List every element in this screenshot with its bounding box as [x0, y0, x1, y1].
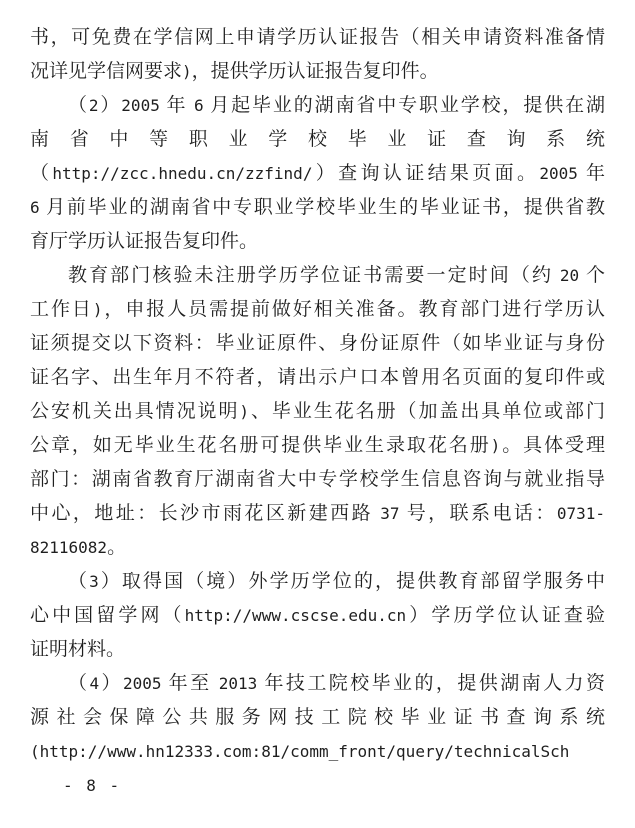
page-number: - 8 -	[63, 776, 122, 795]
latin-text: 6	[193, 96, 204, 115]
cjk-text: 月前毕业的湖南省中专职业学校毕业生的毕业证书，提供省教	[39, 197, 605, 218]
latin-text: 2013	[218, 674, 258, 693]
cjk-text: 教育部门核验未注册学历学位证书需要一定时间（约	[68, 265, 560, 286]
cjk-text: 。	[107, 537, 127, 558]
latin-text: 3	[89, 572, 99, 591]
text-line	[30, 123, 605, 157]
cjk-text: 证名字、出生年月不符者，请出示户口本曾用名页面的复印件或	[30, 367, 605, 388]
latin-text: 82116082	[30, 538, 108, 557]
cjk-text: ，申报人员需提前做好相关准备。教育部门进行学历认	[102, 299, 605, 320]
text-line	[30, 531, 605, 565]
cjk-text: ）	[99, 673, 123, 694]
cjk-text: 、毕业生花名册（加盖出具单位或部门	[249, 401, 605, 422]
text-line	[30, 191, 605, 225]
text-line	[30, 225, 605, 259]
text-line	[30, 55, 605, 89]
text-line	[30, 327, 605, 361]
cjk-text: 。具体受理	[500, 435, 605, 456]
cjk-text: 月起毕业的湖南省中专职业学校，提供在湖	[203, 95, 605, 116]
latin-text: )	[490, 436, 501, 455]
cjk-text: 号，联系电话：	[399, 503, 557, 524]
latin-text: 4	[89, 674, 100, 693]
cjk-text: 育厅学历认证报告复印件。	[30, 231, 259, 252]
text-line	[30, 89, 605, 123]
cjk-text: 年技工院校毕业的，提供湖南人力资	[257, 673, 605, 694]
text-line	[30, 395, 605, 429]
text-line	[30, 21, 605, 55]
text-line	[30, 497, 605, 531]
cjk-text: 年	[577, 163, 605, 184]
url-text: http://zcc.hnedu.cn/zzfind/	[52, 164, 313, 183]
cjk-text: 况详见学信网要求	[30, 61, 183, 82]
cjk-text: 心中国留学网（	[30, 605, 185, 626]
cjk-text: 中心，地址：长沙市雨花区新建西路	[30, 503, 381, 524]
latin-text: 2	[88, 96, 99, 115]
text-line	[30, 633, 605, 667]
cjk-text: 个	[579, 265, 605, 286]
text-line	[30, 701, 605, 735]
latin-text: 37	[380, 504, 400, 523]
cjk-text: ）学历学位认证查验	[406, 605, 605, 626]
text-line	[30, 259, 605, 293]
text-line	[30, 565, 605, 599]
cjk-text: （	[68, 571, 90, 592]
text-line	[30, 599, 605, 633]
cjk-text: 部门：湖南省教育厅湖南省大中专学校学生信息咨询与就业指导	[30, 469, 605, 490]
cjk-text: 公安机关出具情况说明	[30, 401, 240, 422]
cjk-text: ）取得国（境）外学历学位的，提供教育部留学服务中	[98, 571, 605, 592]
latin-text: 2005	[121, 96, 160, 115]
cjk-text: 工作日	[30, 299, 93, 320]
text-line	[30, 429, 605, 463]
cjk-text: （	[30, 163, 53, 184]
latin-text: )	[239, 402, 250, 421]
text-line	[30, 463, 605, 497]
latin-text: 6	[30, 198, 40, 217]
latin-text: 20	[559, 266, 580, 285]
latin-text: 2005	[539, 164, 578, 183]
latin-text: )	[182, 62, 192, 81]
cjk-text: ）	[98, 95, 122, 116]
text-line	[30, 157, 605, 191]
cjk-text: 书，可免费在学信网上申请学历认证报告（相关申请资料准备情	[30, 27, 605, 48]
cjk-text: ）查询认证结果页面。	[312, 163, 540, 184]
cjk-text: 证须提交以下资料：毕业证原件、身份证原件（如毕业证与身份	[30, 333, 605, 354]
text-line	[30, 735, 605, 769]
document-body	[30, 21, 605, 769]
cjk-text: （	[68, 673, 90, 694]
url-text: http://www.cscse.edu.cn	[184, 606, 407, 625]
latin-text: )	[92, 300, 103, 319]
text-line	[30, 361, 605, 395]
text-line	[30, 293, 605, 327]
cjk-text: 南省中等职业学校毕业证查询系统	[30, 129, 605, 150]
latin-text: 2005	[122, 674, 162, 693]
cjk-text: 证明材料。	[30, 639, 126, 660]
url-text: (http://www.hn12333.com:81/comm_front/query/technicalSch	[30, 742, 570, 761]
latin-text: 0731-	[556, 504, 605, 523]
cjk-text: 年	[159, 95, 194, 116]
cjk-text: 年至	[161, 673, 219, 694]
text-line	[30, 667, 605, 701]
cjk-text: （	[68, 95, 89, 116]
cjk-text: 源社会保障公共服务网技工院校毕业证书查询系统	[30, 707, 605, 728]
cjk-text: 公章，如无毕业生花名册可提供毕业生录取花名册	[30, 435, 491, 456]
cjk-text: ，提供学历认证报告复印件。	[191, 61, 439, 82]
